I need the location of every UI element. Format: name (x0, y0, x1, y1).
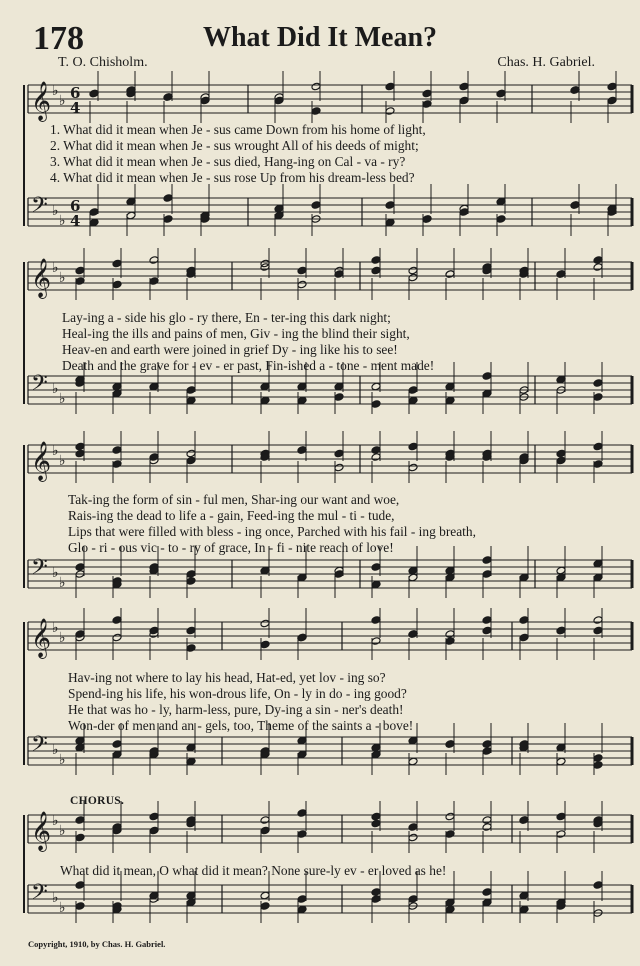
note-head (482, 888, 492, 897)
note-head (445, 898, 455, 907)
note-head (75, 449, 85, 458)
note-head (112, 633, 122, 642)
note-head (607, 82, 617, 91)
note-head (482, 816, 492, 825)
note-head (371, 750, 381, 759)
note-head (186, 386, 196, 395)
note-head (496, 89, 506, 98)
flat-icon: ♭ (59, 752, 66, 768)
note-head (556, 626, 566, 635)
note-head (186, 570, 196, 579)
note-head (408, 442, 418, 451)
note-head (163, 194, 173, 203)
note-head (334, 449, 344, 458)
note-head (311, 82, 321, 91)
note-head (149, 453, 159, 462)
note-head (385, 107, 395, 116)
note-head (482, 823, 492, 832)
flat-icon: ♭ (52, 203, 59, 219)
note-head (126, 211, 136, 220)
note-head (260, 396, 270, 405)
note-head (297, 750, 307, 759)
note-head (371, 400, 381, 409)
note-head (260, 891, 270, 900)
note-head (408, 736, 418, 745)
flat-icon: ♭ (52, 890, 59, 906)
lyric-verse-1-line-4: Hav-ing not where to lay his head, Hat-ed, yet lov - ing so? (68, 670, 386, 685)
lyric-verse-4-line-3: Glo - ri - ous vic - to - ry of grace, In - fi - nite reach of love! (68, 540, 394, 555)
note-head (75, 277, 85, 286)
lyric-verse-3-line-1: 3. What did it mean when Je - sus died, Hang-ing on Cal - va - ry? (50, 154, 406, 169)
note-head (75, 833, 85, 842)
note-head (556, 757, 566, 766)
note-head (334, 463, 344, 472)
note-head (593, 379, 603, 388)
note-head (556, 830, 566, 839)
note-head (482, 626, 492, 635)
bass-clef-icon: 𝄢 (31, 555, 48, 585)
copyright-notice: Copyright, 1910, by Chas. H. Gabriel. (28, 939, 166, 949)
note-head (126, 197, 136, 206)
note-head (297, 573, 307, 582)
flat-icon: ♭ (52, 83, 59, 99)
flat-icon: ♭ (59, 93, 66, 109)
chorus-label: CHORUS. (70, 795, 125, 807)
note-head (371, 812, 381, 821)
lyric-verse-4-line-4: Won-der of men and an - gels, too, Theme of the saints a - bove! (68, 718, 414, 733)
note-head (459, 208, 469, 217)
note-head (556, 566, 566, 575)
note-head (482, 570, 492, 579)
treble-clef-icon: 𝄞 (31, 81, 52, 121)
note-head (149, 812, 159, 821)
lyric-verse-2-line-4: Spend-ing his life, his won-drous life, On - ly in do - ing good? (68, 686, 407, 701)
note-head (408, 757, 418, 766)
note-head (297, 809, 307, 818)
note-head (445, 270, 455, 279)
note-head (593, 393, 603, 402)
note-head (593, 616, 603, 625)
flat-icon: ♭ (52, 620, 59, 636)
lyricist: T. O. Chisholm. (58, 55, 148, 70)
note-head (593, 626, 603, 635)
note-head (75, 816, 85, 825)
note-head (186, 898, 196, 907)
note-head (75, 902, 85, 911)
time-signature-top: 6 (70, 197, 81, 215)
note-head (112, 740, 122, 749)
note-head (75, 881, 85, 890)
flat-icon: ♭ (59, 575, 66, 591)
treble-clef-icon: 𝄞 (31, 618, 52, 658)
note-head (408, 266, 418, 275)
note-head (371, 895, 381, 904)
treble-clef-icon: 𝄞 (31, 811, 52, 851)
note-head (593, 754, 603, 763)
note-head (297, 633, 307, 642)
note-head (297, 830, 307, 839)
note-head (75, 266, 85, 275)
lyric-verse-2-line-1: 2. What did it mean when Je - sus wrought All of his deeds of might; (50, 138, 419, 153)
note-head (186, 449, 196, 458)
note-head (556, 270, 566, 279)
note-head (371, 266, 381, 275)
note-head (593, 761, 603, 770)
note-head (408, 833, 418, 842)
note-head (274, 204, 284, 213)
lyric-verse-4-line-2: Death and the grave for - ev - er past, Fin-ished a - tone - ment made! (62, 358, 435, 373)
note-head (186, 456, 196, 465)
note-head (570, 201, 580, 210)
note-head (149, 826, 159, 835)
flat-icon: ♭ (52, 381, 59, 397)
note-head (556, 573, 566, 582)
note-head (334, 382, 344, 391)
note-head (459, 96, 469, 105)
note-head (408, 273, 418, 282)
note-head (297, 396, 307, 405)
note-head (422, 100, 432, 109)
hymn-number: 178 (33, 20, 84, 57)
composer: Chas. H. Gabriel. (497, 55, 595, 70)
flat-icon: ♭ (59, 213, 66, 229)
note-head (274, 211, 284, 220)
note-head (112, 446, 122, 455)
note-head (556, 375, 566, 384)
note-head (593, 460, 603, 469)
note-head (200, 96, 210, 105)
note-head (112, 259, 122, 268)
note-head (75, 442, 85, 451)
note-head (408, 566, 418, 575)
note-head (482, 616, 492, 625)
note-head (482, 740, 492, 749)
note-head (260, 826, 270, 835)
lyric-verse-1-line-2: Lay-ing a - side his glo - ry there, En - ter-ing this dark night; (62, 310, 391, 325)
note-head (186, 644, 196, 653)
lyric-chorus: What did it mean, O what did it mean? None sure-ly ev - er loved as he! (60, 863, 447, 878)
note-head (260, 619, 270, 628)
note-head (149, 382, 159, 391)
note-head (112, 750, 122, 759)
note-head (186, 577, 196, 586)
note-head (593, 256, 603, 265)
lyric-verse-2-line-3: Rais-ing the dead to life a - gain, Feed-ing the mul - ti - tude, (68, 508, 395, 523)
note-head (408, 573, 418, 582)
note-head (445, 396, 455, 405)
note-head (482, 747, 492, 756)
note-head (519, 616, 529, 625)
note-head (408, 396, 418, 405)
note-head (482, 556, 492, 565)
note-head (371, 256, 381, 265)
note-head (75, 743, 85, 752)
note-head (297, 446, 307, 455)
lyric-verse-2-line-2: Heal-ing the ills and pains of men, Giv - ing the blind their sight, (62, 326, 410, 341)
note-head (371, 580, 381, 589)
treble-clef-icon: 𝄞 (31, 258, 52, 298)
note-head (371, 743, 381, 752)
note-head (89, 218, 99, 227)
time-signature-bottom: 4 (70, 99, 81, 117)
note-head (445, 637, 455, 646)
note-head (408, 386, 418, 395)
note-head (607, 96, 617, 105)
note-head (385, 82, 395, 91)
note-head (334, 393, 344, 402)
note-head (260, 382, 270, 391)
note-head (445, 830, 455, 839)
note-head (385, 218, 395, 227)
note-head (371, 453, 381, 462)
note-head (149, 256, 159, 265)
flat-icon: ♭ (52, 742, 59, 758)
note-head (408, 823, 418, 832)
note-head (186, 743, 196, 752)
lyric-verse-3-line-2: Heav-en and earth were joined in grief Dy - ing like his to see! (62, 342, 398, 357)
note-head (334, 270, 344, 279)
time-signature-top: 6 (70, 84, 81, 102)
note-head (496, 215, 506, 224)
note-head (297, 895, 307, 904)
note-head (593, 559, 603, 568)
note-head (163, 93, 173, 102)
note-head (445, 812, 455, 821)
note-head (371, 819, 381, 828)
note-head (371, 382, 381, 391)
note-head (385, 201, 395, 210)
note-head (371, 616, 381, 625)
note-head (482, 898, 492, 907)
note-head (149, 277, 159, 286)
note-head (297, 736, 307, 745)
note-head (186, 396, 196, 405)
note-head (75, 736, 85, 745)
note-head (459, 82, 469, 91)
treble-clef-icon: 𝄞 (31, 441, 52, 481)
note-head (260, 566, 270, 575)
note-head (570, 86, 580, 95)
note-head (422, 215, 432, 224)
lyric-verse-1-line-1: 1. What did it mean when Je - sus came Down from his home of light, (50, 122, 426, 137)
flat-icon: ♭ (52, 813, 59, 829)
note-head (297, 280, 307, 289)
note-head (445, 566, 455, 575)
bass-clef-icon: 𝄢 (31, 193, 48, 223)
note-head (445, 630, 455, 639)
note-head (297, 905, 307, 914)
flat-icon: ♭ (59, 823, 66, 839)
note-head (593, 881, 603, 890)
note-head (408, 895, 418, 904)
note-head (186, 757, 196, 766)
lyric-verse-4-line-1: 4. What did it mean when Je - sus rose Up from his dream-less bed? (50, 170, 415, 185)
note-head (311, 201, 321, 210)
note-head (519, 891, 529, 900)
flat-icon: ♭ (59, 630, 66, 646)
note-head (75, 563, 85, 572)
note-head (556, 449, 566, 458)
note-head (445, 573, 455, 582)
bass-clef-icon: 𝄢 (31, 732, 48, 762)
note-head (556, 812, 566, 821)
note-head (593, 573, 603, 582)
time-signature-bottom: 4 (70, 212, 81, 230)
note-head (112, 389, 122, 398)
flat-icon: ♭ (59, 453, 66, 469)
note-head (556, 743, 566, 752)
flat-icon: ♭ (52, 565, 59, 581)
flat-icon: ♭ (59, 391, 66, 407)
note-head (371, 446, 381, 455)
note-head (186, 891, 196, 900)
note-head (186, 626, 196, 635)
note-head (445, 905, 455, 914)
note-head (482, 372, 492, 381)
note-head (593, 442, 603, 451)
note-head (163, 215, 173, 224)
lyric-verse-3-line-3: Lips that were filled with bless - ing once, Parched with his fail - ing breath, (68, 524, 476, 539)
note-head (112, 382, 122, 391)
flat-icon: ♭ (59, 270, 66, 286)
lyric-verse-1-line-3: Tak-ing the form of sin - ful men, Shar-ing our want and woe, (68, 492, 400, 507)
note-head (149, 626, 159, 635)
note-head (496, 197, 506, 206)
note-head (408, 463, 418, 472)
note-head (112, 616, 122, 625)
lyric-verse-3-line-4: He that was ho - ly, harm-less, pure, Dy-ing a sin - ner's death! (68, 702, 404, 717)
note-head (297, 266, 307, 275)
note-head (112, 280, 122, 289)
note-head (445, 382, 455, 391)
note-head (408, 630, 418, 639)
flat-icon: ♭ (52, 260, 59, 276)
note-head (89, 208, 99, 217)
note-head (112, 460, 122, 469)
flat-icon: ♭ (52, 443, 59, 459)
note-head (260, 816, 270, 825)
note-head (371, 563, 381, 572)
note-head (274, 96, 284, 105)
note-head (260, 640, 270, 649)
flat-icon: ♭ (59, 900, 66, 916)
bass-clef-icon: 𝄢 (31, 371, 48, 401)
note-head (89, 89, 99, 98)
note-head (422, 89, 432, 98)
note-head (311, 107, 321, 116)
note-head (556, 456, 566, 465)
note-head (149, 891, 159, 900)
note-head (593, 263, 603, 272)
note-head (297, 382, 307, 391)
bass-clef-icon: 𝄢 (31, 880, 48, 910)
note-head (445, 740, 455, 749)
note-head (371, 637, 381, 646)
hymn-title: What Did It Mean? (202, 22, 438, 53)
note-head (260, 902, 270, 911)
note-head (482, 389, 492, 398)
note-head (519, 905, 529, 914)
note-head (371, 888, 381, 897)
note-head (519, 633, 529, 642)
